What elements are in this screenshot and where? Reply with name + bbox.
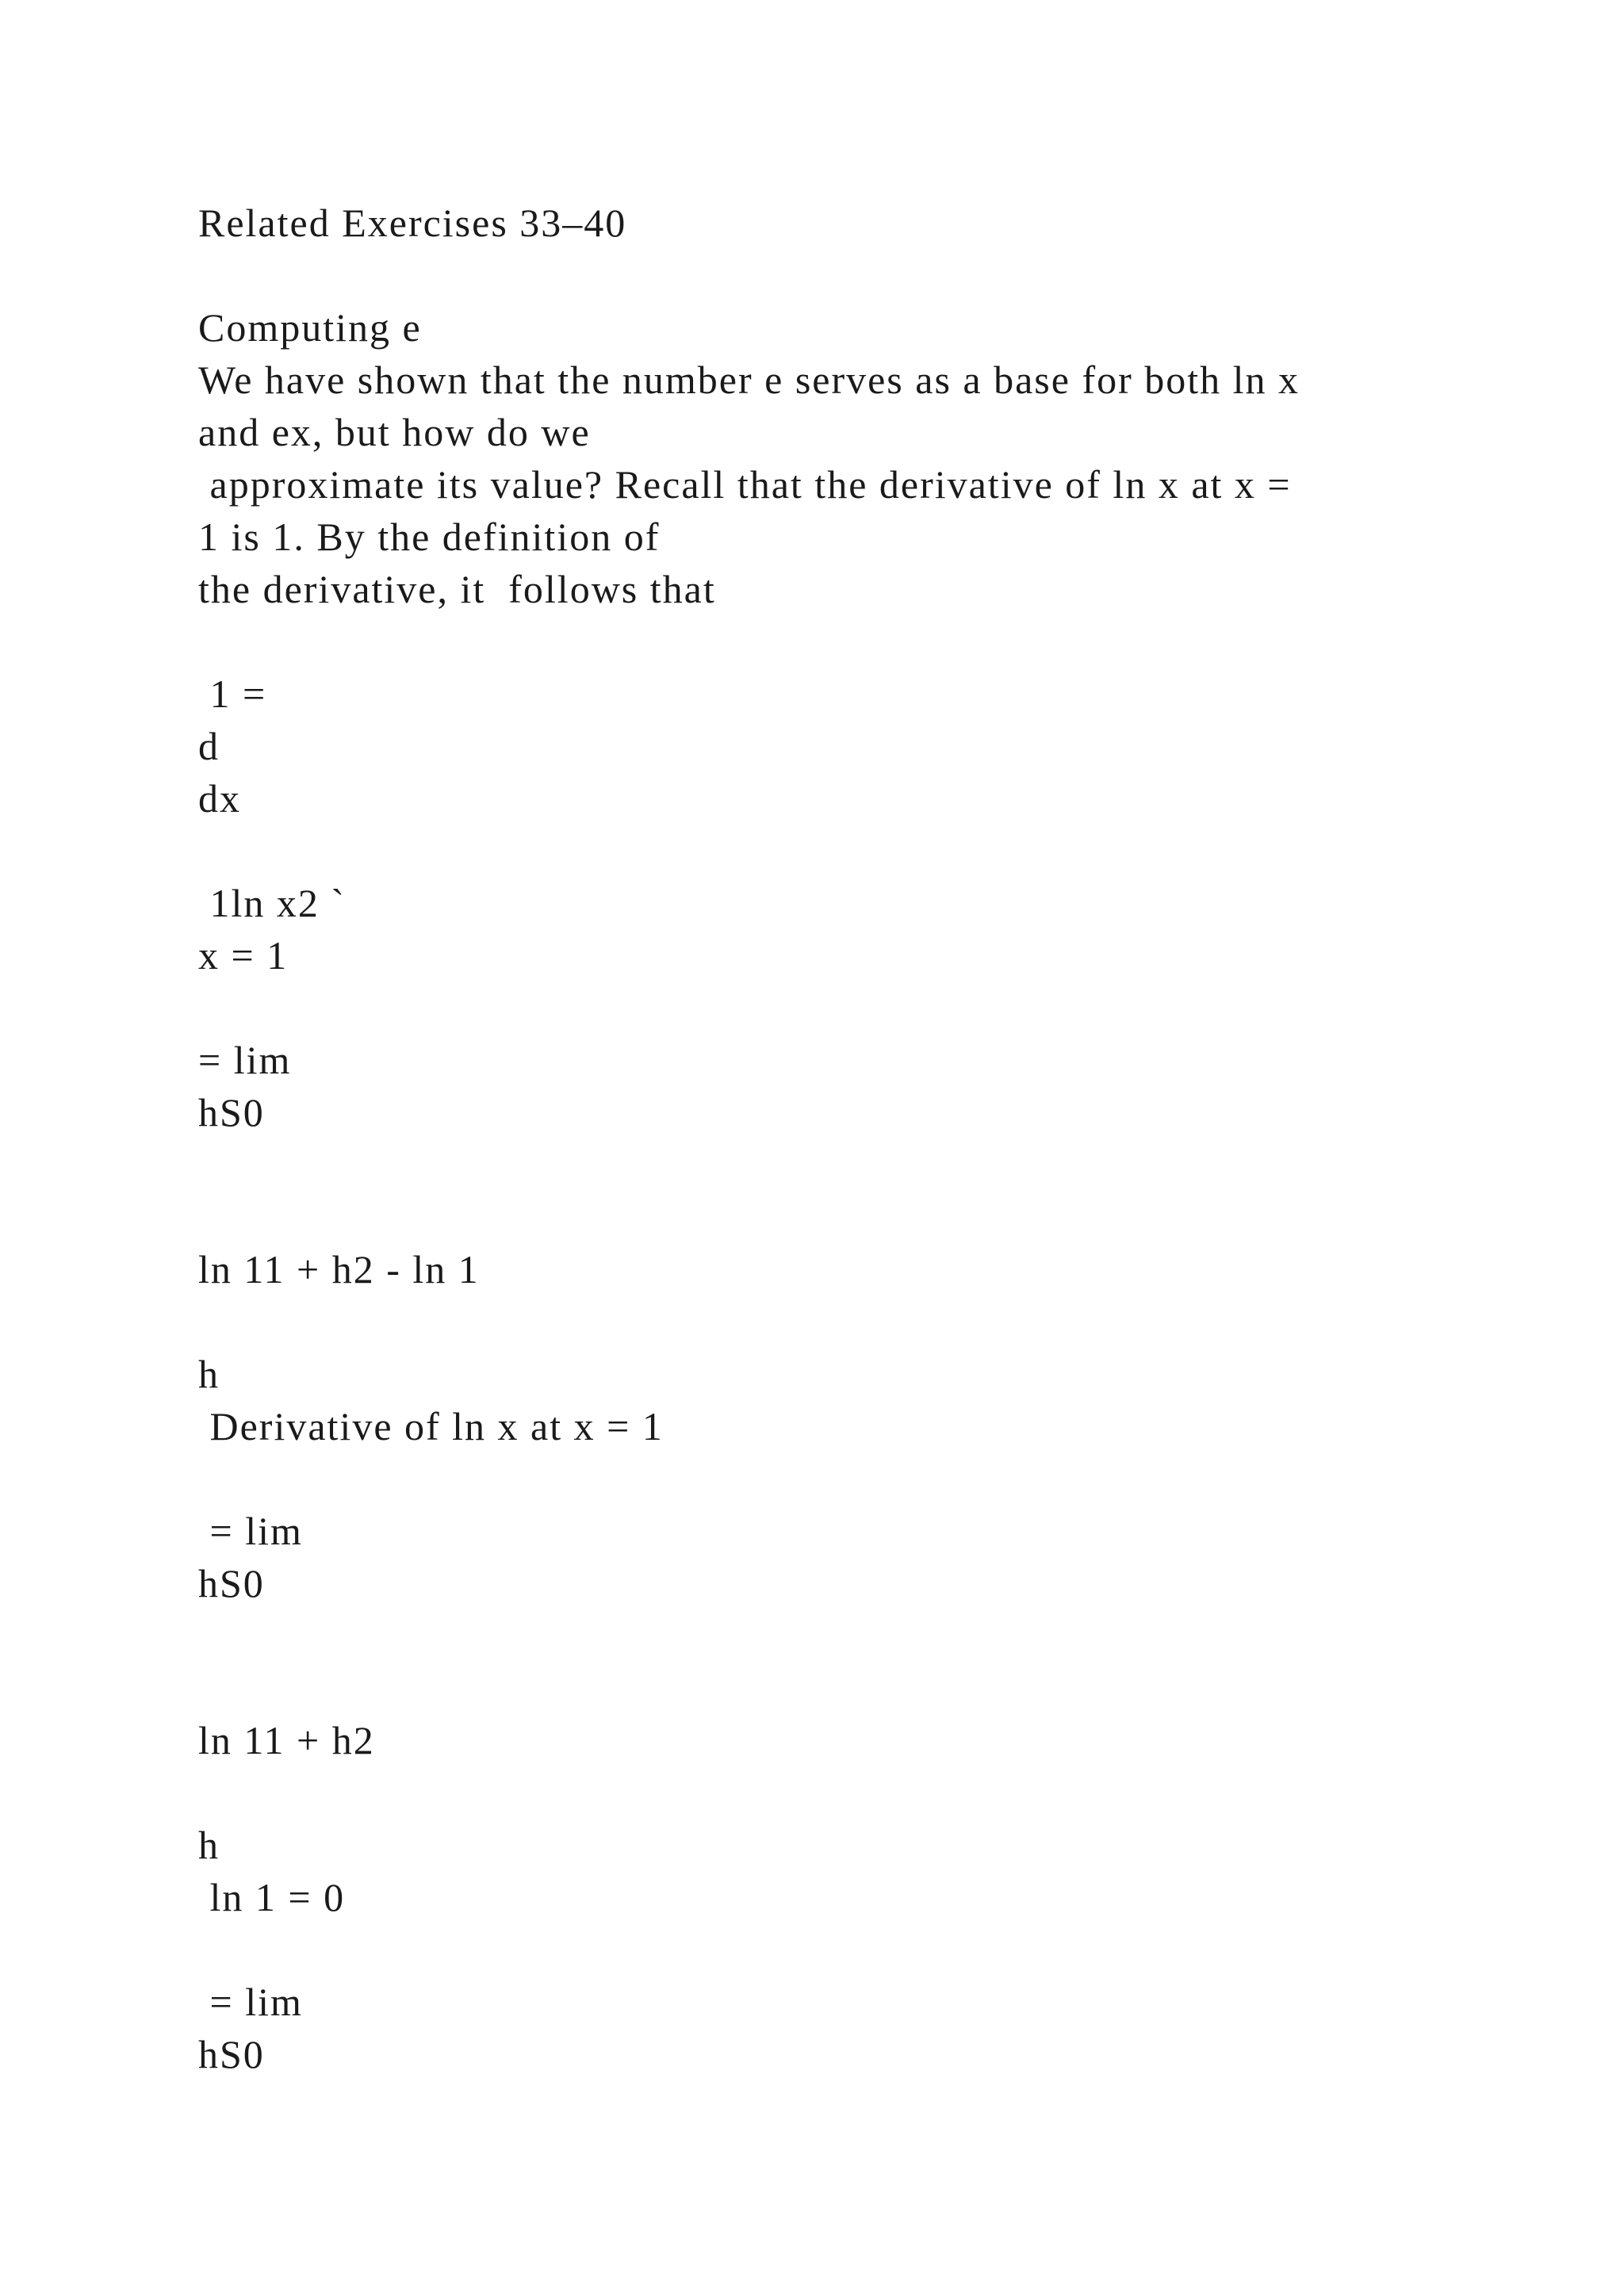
equation-line: h [198,1352,220,1396]
equation-line: = lim [198,1509,303,1553]
equation-line: 1 = [198,672,267,716]
paragraph-line: 1 is 1. By the definition of [198,515,661,559]
equation-annotation: ln 1 = 0 [198,1875,346,1919]
paragraph-line: and ex, but how do we [198,410,591,454]
equation-line: hS0 [198,2032,265,2076]
related-exercises-line: Related Exercises 33–40 [198,201,627,245]
paragraph-line: approximate its value? Recall that the derivative of ln x at x = [198,462,1292,507]
paragraph-line: We have shown that the number e serves as a base for both ln x [198,358,1300,402]
equation-line: ln 11 + h2 - ln 1 [198,1247,480,1292]
equation-line: 1ln x2 ` [198,881,347,925]
equation-line: = lim [198,1038,292,1082]
equation-line: = lim [198,1980,303,2024]
equation-line: h [198,1823,220,1867]
equation-annotation: Derivative of ln x at x = 1 [198,1404,664,1448]
equation-line: hS0 [198,1090,265,1135]
paragraph-line: the derivative, it follows that [198,567,716,611]
equation-line: d [198,724,220,768]
section-heading: Computing e [198,305,422,350]
equation-line: ln 11 + h2 [198,1718,375,1762]
equation-line: x = 1 [198,933,289,978]
equation-line: dx [198,776,241,821]
equation-line: hS0 [198,1561,265,1605]
